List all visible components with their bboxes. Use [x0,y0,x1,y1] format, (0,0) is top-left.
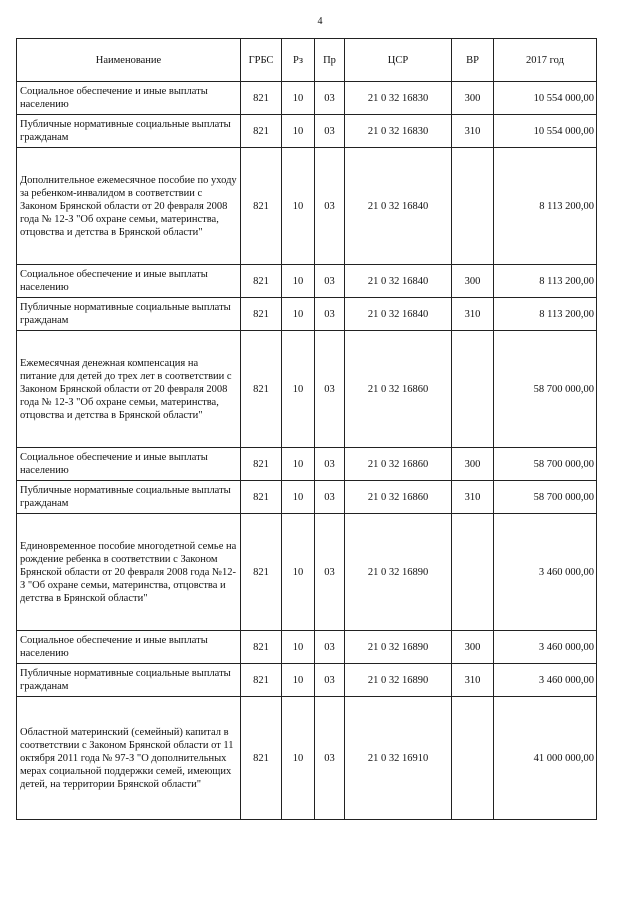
cell-pr: 03 [315,514,345,631]
cell-grbs: 821 [241,115,282,148]
cell-rz: 10 [282,448,315,481]
cell-pr: 03 [315,448,345,481]
cell-sum: 41 000 000,00 [494,697,597,820]
cell-grbs: 821 [241,514,282,631]
cell-rz: 10 [282,481,315,514]
cell-csr: 21 0 32 16830 [345,82,452,115]
cell-sum: 8 113 200,00 [494,265,597,298]
table-row [17,631,597,664]
cell-vr: 310 [452,664,494,697]
table-row [17,265,597,298]
cell-rz: 10 [282,514,315,631]
cell-vr: 300 [452,448,494,481]
cell-sum: 3 460 000,00 [494,514,597,631]
cell-csr: 21 0 32 16840 [345,265,452,298]
cell-rz: 10 [282,115,315,148]
cell-vr [452,331,494,448]
cell-sum: 58 700 000,00 [494,481,597,514]
cell-pr: 03 [315,331,345,448]
cell-rz: 10 [282,631,315,664]
cell-csr: 21 0 32 16890 [345,664,452,697]
cell-vr: 300 [452,82,494,115]
cell-sum: 10 554 000,00 [494,82,597,115]
table-header-row [17,39,597,82]
cell-vr: 310 [452,115,494,148]
cell-csr: 21 0 32 16860 [345,331,452,448]
header-sum: 2017 год [494,39,597,82]
cell-vr: 310 [452,481,494,514]
table-row [17,298,597,331]
cell-vr: 310 [452,298,494,331]
cell-grbs: 821 [241,331,282,448]
cell-grbs: 821 [241,265,282,298]
cell-pr: 03 [315,697,345,820]
cell-pr: 03 [315,82,345,115]
cell-name: Социальное обеспечение и иные выплаты населению [17,265,241,298]
cell-csr: 21 0 32 16860 [345,448,452,481]
table-row [17,115,597,148]
cell-csr: 21 0 32 16840 [345,298,452,331]
cell-csr: 21 0 32 16890 [345,514,452,631]
cell-name: Публичные нормативные социальные выплаты гражданам [17,298,241,331]
cell-pr: 03 [315,664,345,697]
table-row [17,481,597,514]
cell-rz: 10 [282,148,315,265]
cell-sum: 58 700 000,00 [494,448,597,481]
cell-grbs: 821 [241,148,282,265]
header-rz: Рз [282,39,315,82]
cell-name: Ежемесячная денежная компенсация на питание для детей до трех лет в соответствии с Законом Брянской области от 20 февраля 2008 года № 12-З "Об охране семьи, материнства, отцовства и детства в Брянской области" [17,331,241,448]
header-vr: ВР [452,39,494,82]
cell-name: Публичные нормативные социальные выплаты гражданам [17,115,241,148]
cell-sum: 58 700 000,00 [494,331,597,448]
cell-pr: 03 [315,631,345,664]
cell-sum: 8 113 200,00 [494,298,597,331]
cell-name: Дополнительное ежемесячное пособие по уходу за ребенком-инвалидом в соответствии с Законом Брянской области от 20 февраля 2008 года № 12-З "Об охране семьи, материнства, отцовства и детства в Брянской области" [17,148,241,265]
cell-name: Социальное обеспечение и иные выплаты населению [17,82,241,115]
cell-name: Единовременное пособие многодетной семье на рождение ребенка в соответствии с Законом Брянской области от 20 февраля 2008 года №12-З "Об охране семьи, материнства, отцовства и детства в Брянской области" [17,514,241,631]
cell-rz: 10 [282,697,315,820]
cell-csr: 21 0 32 16840 [345,148,452,265]
cell-sum: 10 554 000,00 [494,115,597,148]
cell-pr: 03 [315,298,345,331]
cell-sum: 3 460 000,00 [494,664,597,697]
cell-name: Социальное обеспечение и иные выплаты населению [17,448,241,481]
cell-name: Областной материнский (семейный) капитал в соответствии с Законом Брянской области от 11 октября 2011 года № 97-З "О дополнительных мерах социальной поддержки семей, имеющих детей, на территории Брянской области" [17,697,241,820]
cell-grbs: 821 [241,448,282,481]
cell-name: Публичные нормативные социальные выплаты гражданам [17,664,241,697]
table-row [17,331,597,448]
cell-grbs: 821 [241,631,282,664]
cell-grbs: 821 [241,82,282,115]
cell-rz: 10 [282,82,315,115]
cell-sum: 3 460 000,00 [494,631,597,664]
table-row [17,664,597,697]
cell-vr [452,514,494,631]
cell-rz: 10 [282,664,315,697]
table-row [17,82,597,115]
cell-pr: 03 [315,115,345,148]
page-number: 4 [317,16,323,27]
cell-vr [452,697,494,820]
cell-pr: 03 [315,481,345,514]
header-grbs: ГРБС [241,39,282,82]
table-row [17,514,597,631]
cell-csr: 21 0 32 16830 [345,115,452,148]
cell-csr: 21 0 32 16860 [345,481,452,514]
cell-grbs: 821 [241,664,282,697]
cell-name: Социальное обеспечение и иные выплаты населению [17,631,241,664]
cell-name: Публичные нормативные социальные выплаты гражданам [17,481,241,514]
cell-vr: 300 [452,631,494,664]
header-name: Наименование [17,39,241,82]
cell-pr: 03 [315,148,345,265]
cell-grbs: 821 [241,697,282,820]
table-row [17,697,597,820]
cell-pr: 03 [315,265,345,298]
cell-vr: 300 [452,265,494,298]
cell-csr: 21 0 32 16890 [345,631,452,664]
cell-rz: 10 [282,298,315,331]
table-row [17,448,597,481]
cell-grbs: 821 [241,481,282,514]
cell-rz: 10 [282,331,315,448]
cell-sum: 8 113 200,00 [494,148,597,265]
header-pr: Пр [315,39,345,82]
cell-rz: 10 [282,265,315,298]
header-csr: ЦСР [345,39,452,82]
cell-csr: 21 0 32 16910 [345,697,452,820]
table-row [17,148,597,265]
budget-table [16,38,597,820]
cell-vr [452,148,494,265]
cell-grbs: 821 [241,298,282,331]
